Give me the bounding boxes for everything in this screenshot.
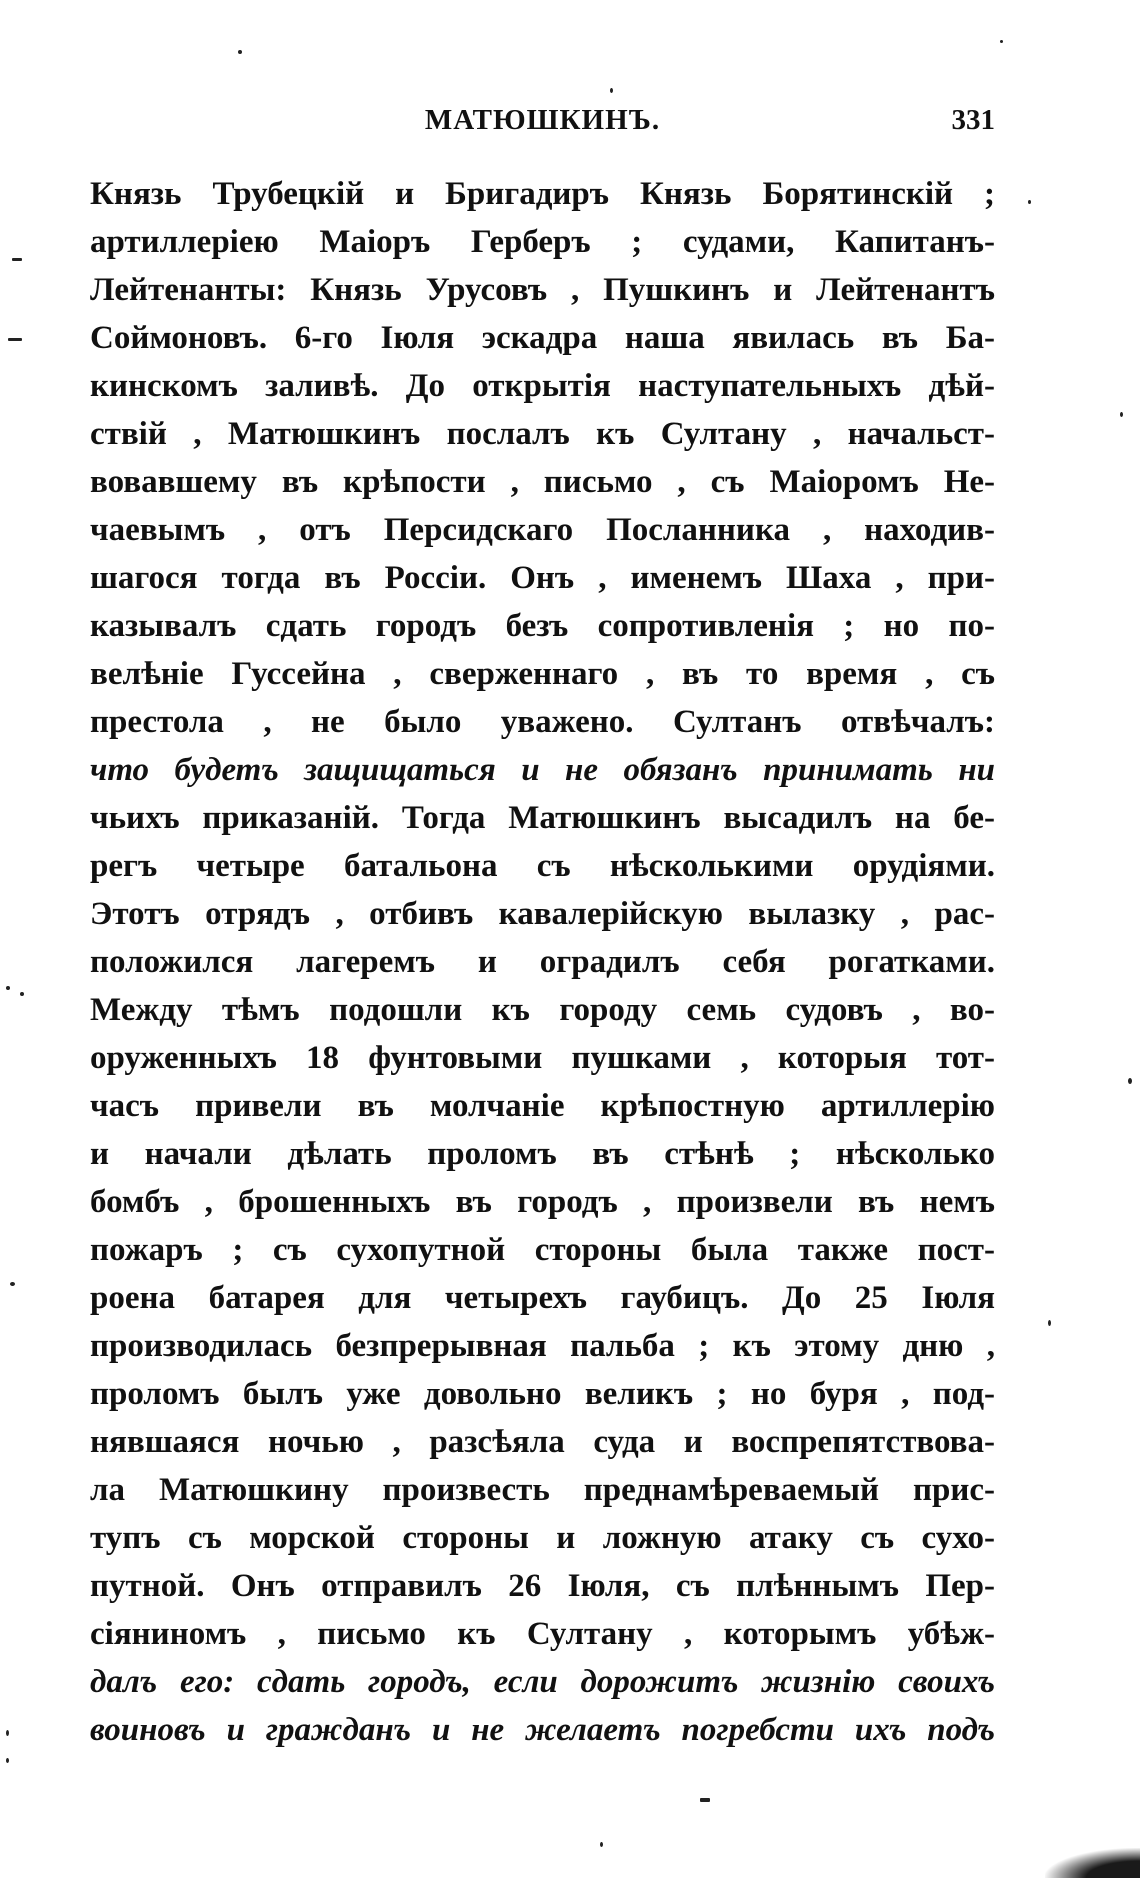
scan-speck — [6, 1730, 9, 1736]
text-line: тупъ съ морской стороны и ложную атаку съ сухо- — [90, 1520, 995, 1556]
text-line: ствій , Матюшкинъ послалъ къ Султану , начальст- — [90, 416, 995, 452]
text-line: вовавшему въ крѣпости , письмо , съ Маіоромъ Не- — [90, 464, 995, 500]
text-line: оруженныхъ 18 фунтовыми пушками , которыя тот- — [90, 1040, 995, 1076]
scan-speck — [20, 992, 24, 996]
text-line: Этотъ отрядъ , отбивъ кавалерійскую вылазку , рас- — [90, 896, 995, 932]
running-title: МАТЮШКИНЪ. — [424, 104, 661, 136]
text-line: и начали дѣлать проломъ въ стѣнѣ ; нѣсколько — [90, 1136, 995, 1172]
scan-speck — [10, 1282, 15, 1286]
scan-speck — [12, 258, 22, 261]
text-line: положился лагеремъ и оградилъ себя рогатками. — [90, 944, 995, 980]
scan-speck — [1028, 200, 1031, 204]
scan-speck — [1128, 1078, 1132, 1084]
text-line: нявшаяся ночью , разсѣяла суда и воспрепятствова- — [90, 1424, 995, 1460]
scan-speck — [1048, 1320, 1051, 1326]
text-line: часъ привели въ молчаніе крѣпостную артиллерію — [90, 1088, 995, 1124]
scan-speck — [1120, 412, 1123, 417]
text-line: путной. Онъ отправилъ 26 Іюля, съ плѣннымъ Пер- — [90, 1568, 995, 1604]
text-line: регъ четыре батальона съ нѣсколькими орудіями. — [90, 848, 995, 884]
text-line: престола , не было уважено. Султанъ отвѣчалъ: — [90, 704, 995, 740]
text-line: казывалъ сдать городъ безъ сопротивленія ; но по- — [90, 608, 995, 644]
scan-speck — [6, 986, 10, 990]
scan-corner-smudge — [1045, 1848, 1140, 1878]
text-line: ла Матюшкину произвесть преднамѣреваемый прис- — [90, 1472, 995, 1508]
body-text — [90, 170, 995, 1754]
text-line: чаевымъ , отъ Персидскаго Посланника , находив- — [90, 512, 995, 548]
text-line: бомбъ , брошенныхъ въ городъ , произвели въ немъ — [90, 1184, 995, 1220]
text-line-italic: что будетъ защищаться и не обязанъ принимать ни — [90, 752, 995, 788]
text-line-italic: воиновъ и гражданъ и не желаетъ погребсти ихъ подъ — [90, 1712, 995, 1748]
text-line: шагося тогда въ Россіи. Онъ , именемъ Шаха , при- — [90, 560, 995, 596]
scan-speck — [1000, 40, 1003, 43]
text-line: чьихъ приказаній. Тогда Матюшкинъ высадилъ на бе- — [90, 800, 995, 836]
text-line: проломъ былъ уже довольно великъ ; но буря , под- — [90, 1376, 995, 1412]
text-line: кинскомъ заливѣ. До открытія наступательныхъ дѣй- — [90, 368, 995, 404]
text-line: производилась безпрерывная пальба ; къ этому дню , — [90, 1328, 995, 1364]
scan-speck — [600, 1842, 603, 1847]
scan-speck — [238, 50, 242, 54]
scan-speck — [6, 1758, 9, 1763]
text-line: велѣніе Гуссейна , сверженнаго , въ то время , съ — [90, 656, 995, 692]
scan-speck — [8, 338, 22, 341]
text-line-italic: далъ его: сдать городъ, если дорожитъ жизнію своихъ — [90, 1664, 995, 1700]
text-line: сіяниномъ , письмо къ Султану , которымъ убѣж- — [90, 1616, 995, 1652]
page-number: 331 — [951, 104, 995, 136]
text-line: Лейтенанты: Князь Урусовъ , Пушкинъ и Лейтенантъ — [90, 272, 995, 308]
text-line: Соймоновъ. 6-го Іюля эскадра наша явилась въ Ба- — [90, 320, 995, 356]
text-line: роена батарея для четырехъ гаубицъ. До 25 Іюля — [90, 1280, 995, 1316]
scan-speck — [700, 1798, 710, 1802]
text-line: артиллеріею Маіоръ Герберъ ; судами, Капитанъ- — [90, 224, 995, 260]
running-head — [90, 104, 995, 144]
text-line: Князь Трубецкій и Бригадиръ Князь Борятинскій ; — [90, 176, 995, 212]
scan-speck — [610, 88, 613, 93]
text-line: пожаръ ; съ сухопутной стороны была также пост- — [90, 1232, 995, 1268]
text-line: Между тѣмъ подошли къ городу семь судовъ , во- — [90, 992, 995, 1028]
